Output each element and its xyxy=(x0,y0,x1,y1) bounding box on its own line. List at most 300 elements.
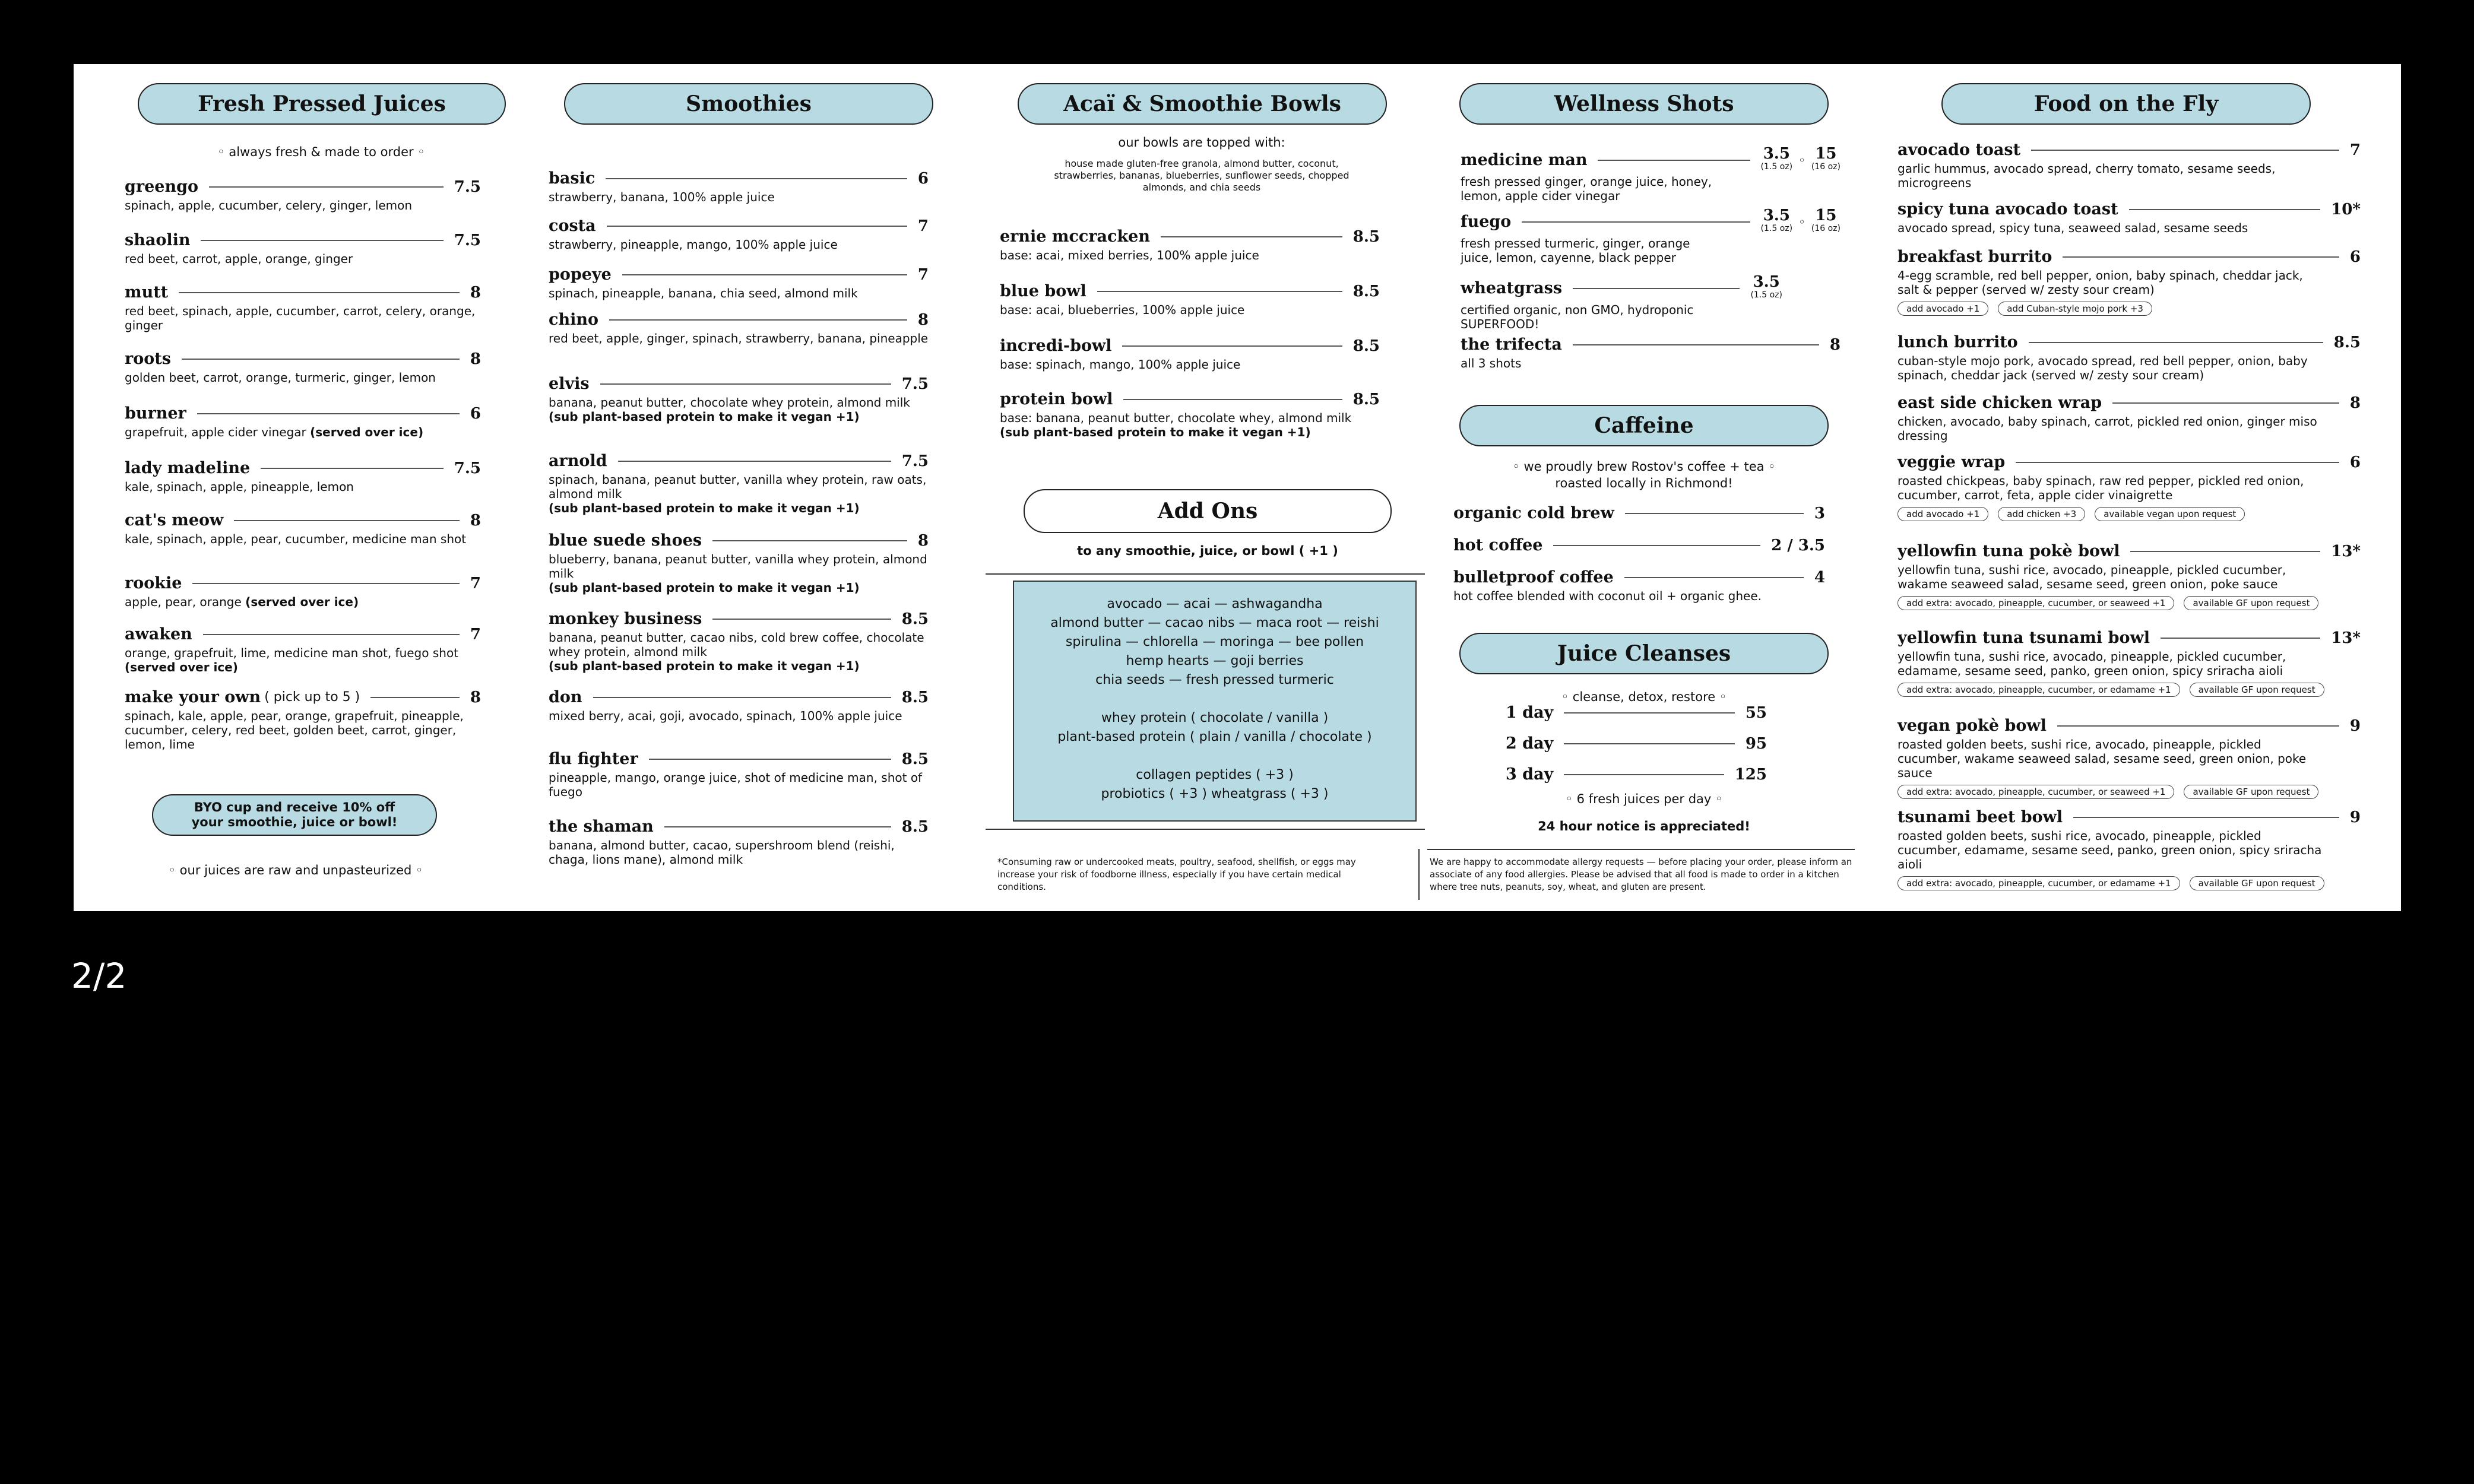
leader-line xyxy=(618,461,891,462)
item-price: 8.5 xyxy=(1352,391,1380,408)
leader-line xyxy=(1123,399,1342,400)
juices-column xyxy=(123,64,539,911)
bowls-toppings: house made gluten-free granola, almond butter, coconut, strawberries, bananas, blueberries, sunflower seeds, chopped almonds, and chia seeds xyxy=(1054,158,1350,193)
item-desc-text: base: spinach, mango, 100% apple juice xyxy=(1000,357,1241,372)
smoothie-item xyxy=(549,531,929,595)
item-desc-text: blueberry, banana, peanut butter, vanilla whey protein, almond milk xyxy=(549,552,927,581)
item-description xyxy=(1898,829,2325,871)
item-name: lunch burrito xyxy=(1898,333,2018,351)
item-name-row xyxy=(1000,281,1380,302)
item-name-row xyxy=(125,687,481,708)
item-desc-text: kale, spinach, apple, pear, cucumber, medicine man shot xyxy=(125,532,467,546)
item-price: 8.5 xyxy=(2333,334,2361,351)
leader-line xyxy=(1097,291,1342,292)
item-options xyxy=(1898,297,2361,316)
item-price: 7.5 xyxy=(901,452,929,470)
item-name-row xyxy=(125,177,481,197)
leader-line xyxy=(600,383,891,385)
leader-line xyxy=(1573,344,1819,345)
item-desc-text: spinach, kale, apple, pear, orange, grapefruit, pineapple, cucumber, celery, red beet, golden beet, carrot, ginger, lemon, lime xyxy=(125,709,464,751)
item-description xyxy=(1898,649,2325,678)
cleanse-item xyxy=(1506,765,1767,785)
shots-column xyxy=(1430,64,1944,911)
price-value: 3.5 xyxy=(1763,207,1790,224)
item-name-row xyxy=(1898,332,2361,353)
item-name-row xyxy=(1898,199,2361,220)
smoothie-item xyxy=(549,451,929,515)
item-name: awaken xyxy=(125,625,192,643)
food-column xyxy=(1898,64,2384,911)
shot-price-small xyxy=(1750,275,1782,302)
food-item xyxy=(1898,332,2361,382)
item-description xyxy=(549,630,929,659)
item-price: 95 xyxy=(1745,735,1767,753)
shot-price-small xyxy=(1761,147,1793,173)
item-price: 8.5 xyxy=(901,818,929,836)
item-desc-text: apple, pear, orange xyxy=(125,595,242,609)
item-name-row xyxy=(1898,247,2361,267)
item-name: 1 day xyxy=(1506,703,1554,722)
vegan-note: (sub plant-based protein to make it vegan +1) xyxy=(1000,425,1311,439)
item-description xyxy=(549,838,929,867)
item-description xyxy=(1898,737,2325,780)
addons-subtitle: to any smoothie, juice, or bowl ( +1 ) xyxy=(1077,544,1338,558)
item-name: incredi-bowl xyxy=(1000,337,1112,355)
item-desc-text: grapefruit, apple cider vinegar xyxy=(125,425,306,439)
smoothies-banner: Smoothies xyxy=(564,83,933,125)
item-price: 7.5 xyxy=(454,459,481,477)
item-desc-text: red beet, apple, ginger, spinach, strawberry, banana, pineapple xyxy=(549,331,929,345)
item-price: 7 xyxy=(2349,141,2361,159)
item-price: 2 / 3.5 xyxy=(1771,537,1825,554)
item-description: fresh pressed ginger, orange juice, honey, lemon, apple cider vinegar xyxy=(1461,175,1712,203)
price-value: 15 xyxy=(1815,207,1837,224)
item-name: chino xyxy=(549,310,598,329)
item-options xyxy=(1898,591,2361,610)
item-price: 8 xyxy=(470,284,481,302)
juice-item xyxy=(125,573,481,609)
leader-line xyxy=(261,468,444,469)
juices-tagline: ◦ always fresh & made to order ◦ xyxy=(217,145,425,159)
bowl-item xyxy=(1000,227,1380,262)
food-item xyxy=(1898,541,2361,610)
item-price: 55 xyxy=(1745,704,1767,722)
item-name-row xyxy=(1898,807,2361,827)
option-pill: add avocado +1 xyxy=(1898,302,1988,316)
item-note: (served over ice) xyxy=(310,425,424,439)
juice-item xyxy=(125,687,481,751)
leader-line xyxy=(712,540,907,541)
item-name: popeye xyxy=(549,265,612,284)
option-pill: add Cuban-style mojo pork +3 xyxy=(1998,302,2152,316)
shot-price-large xyxy=(1811,209,1841,235)
item-name: ernie mccracken xyxy=(1000,227,1150,246)
price-size: (16 oz) xyxy=(1811,162,1841,172)
leader-line xyxy=(234,520,460,521)
item-name-row xyxy=(1461,209,1841,235)
item-name: elvis xyxy=(549,375,590,393)
item-name-row xyxy=(549,265,929,285)
item-name: vegan pokè bowl xyxy=(1898,716,2047,735)
item-desc-text: red beet, spinach, apple, cucumber, carrot, celery, orange, ginger xyxy=(125,304,476,332)
byo-line-1: BYO cup and receive 10% off xyxy=(194,800,395,814)
item-name: bulletproof coffee xyxy=(1453,568,1614,586)
leader-line xyxy=(1624,577,1804,578)
item-price: 8.5 xyxy=(1352,283,1380,300)
food-item xyxy=(1898,199,2361,235)
item-name: yellowfin tuna tsunami bowl xyxy=(1898,629,2150,647)
item-name-row xyxy=(549,451,929,471)
leader-line xyxy=(201,240,443,241)
item-name-row xyxy=(1898,628,2361,648)
item-description xyxy=(1898,563,2325,591)
smoothie-item xyxy=(549,216,929,252)
item-price: 8 xyxy=(917,532,929,550)
item-description xyxy=(1898,268,2325,297)
item-price: 8.5 xyxy=(1352,228,1380,246)
leader-line xyxy=(2031,150,2339,151)
item-name-row xyxy=(1453,503,1825,524)
caffeine-item xyxy=(1453,535,1825,556)
option-pill: available vegan upon request xyxy=(2095,507,2245,521)
item-price: 8 xyxy=(2349,394,2361,412)
item-description xyxy=(549,237,929,252)
item-description xyxy=(125,480,481,494)
item-name: lady madeline xyxy=(125,459,251,477)
item-desc-text: banana, peanut butter, cacao nibs, cold brew coffee, chocolate whey protein, almond milk xyxy=(549,630,924,659)
leader-line xyxy=(1564,743,1735,744)
item-name-row xyxy=(1506,703,1767,723)
item-name: fuego xyxy=(1461,213,1512,231)
addons-box xyxy=(1013,581,1417,822)
smoothies-column xyxy=(549,64,1000,911)
leader-line xyxy=(1161,236,1342,237)
item-desc-text: red beet, carrot, apple, orange, ginger xyxy=(125,252,353,266)
leader-line xyxy=(203,634,460,635)
item-name-row xyxy=(125,283,481,303)
item-price: 9 xyxy=(2349,808,2361,826)
item-price: 4 xyxy=(1814,569,1825,586)
food-item xyxy=(1898,716,2361,799)
item-desc-text: kale, spinach, apple, pineapple, lemon xyxy=(125,480,354,494)
item-name-row xyxy=(125,573,481,594)
juice-item xyxy=(125,404,481,439)
item-name-row xyxy=(549,374,929,394)
leader-line xyxy=(197,413,460,414)
item-description: all 3 shots xyxy=(1461,356,1522,370)
item-desc-text: mixed berry, acai, goji, avocado, spinach, 100% apple juice xyxy=(549,709,902,723)
addon-line: chia seeds — fresh pressed turmeric xyxy=(1095,673,1334,687)
item-options xyxy=(1898,678,2361,697)
leader-line xyxy=(2016,462,2339,463)
item-desc-text: base: acai, mixed berries, 100% apple juice xyxy=(1000,248,1259,262)
item-price: 8 xyxy=(917,311,929,329)
item-name-row xyxy=(549,531,929,551)
leader-line xyxy=(593,697,891,698)
item-name: 3 day xyxy=(1506,765,1554,784)
addon-line: whey protein ( chocolate / vanilla ) xyxy=(1101,711,1329,725)
item-description xyxy=(125,304,481,332)
item-name: spicy tuna avocado toast xyxy=(1898,200,2118,218)
food-item xyxy=(1898,393,2361,443)
bowl-item xyxy=(1000,281,1380,317)
item-desc-text: banana, almond butter, cacao, supershroom blend (reishi, chaga, lions mane), almond milk xyxy=(549,838,895,867)
option-pill: add extra: avocado, pineapple, cucumber, or seaweed +1 xyxy=(1898,785,2174,799)
bowl-item xyxy=(1000,336,1380,372)
item-description xyxy=(125,198,481,213)
item-name-row xyxy=(125,624,481,645)
leader-line xyxy=(2161,638,2320,639)
leader-line xyxy=(2057,725,2339,727)
addons-bottom-rule xyxy=(986,829,1425,830)
item-name: hot coffee xyxy=(1453,536,1543,554)
leader-line xyxy=(2029,342,2323,343)
leader-line xyxy=(209,186,444,188)
item-desc-text: strawberry, banana, 100% apple juice xyxy=(549,190,775,204)
vegan-note: (sub plant-based protein to make it vegan +1) xyxy=(549,410,860,424)
item-name: basic xyxy=(549,169,595,188)
juice-item xyxy=(125,230,481,266)
item-name: east side chicken wrap xyxy=(1898,394,2102,412)
food-item xyxy=(1898,807,2361,890)
bowls-banner: Acaï & Smoothie Bowls xyxy=(1018,83,1387,125)
menu-sheet xyxy=(74,64,2401,911)
vegan-note: (sub plant-based protein to make it vegan +1) xyxy=(549,581,860,595)
item-desc-text: strawberry, pineapple, mango, 100% apple juice xyxy=(549,237,838,252)
addon-line xyxy=(1014,747,1415,766)
juice-item xyxy=(125,458,481,494)
juice-item xyxy=(125,624,481,674)
caffeine-item xyxy=(1453,503,1825,524)
option-pill: available GF upon request xyxy=(2190,876,2324,890)
leader-line xyxy=(192,583,460,584)
item-name-row xyxy=(1461,335,1841,355)
option-pill: add extra: avocado, pineapple, cucumber, or seaweed +1 xyxy=(1898,596,2174,610)
leader-line xyxy=(664,826,891,827)
leader-line xyxy=(609,319,907,321)
smoothie-item xyxy=(549,374,929,424)
item-name-row xyxy=(549,817,929,837)
item-desc-text: garlic hummus, avocado spread, cherry tomato, sesame seeds, microgreens xyxy=(1898,161,2276,190)
item-description xyxy=(549,770,929,799)
item-desc-text: roasted golden beets, sushi rice, avocado, pineapple, pickled cucumber, wakame seaweed salad, sesame seed, green onion, poke sauce xyxy=(1898,737,2307,780)
price-size: (1.5 oz) xyxy=(1760,162,1793,172)
addon-line: avocado — acai — ashwagandha xyxy=(1107,597,1323,611)
item-description xyxy=(125,595,481,609)
item-name-row xyxy=(125,458,481,478)
price-value: 8 xyxy=(1829,336,1841,354)
juice-item xyxy=(125,349,481,385)
item-options xyxy=(1898,871,2361,890)
item-price: 13* xyxy=(2331,629,2361,647)
addon-line: plant-based protein ( plain / vanilla / chocolate ) xyxy=(1057,730,1372,744)
item-name: 2 day xyxy=(1506,734,1554,753)
bowls-topped-label: our bowls are topped with: xyxy=(1118,135,1285,150)
cleanse-item xyxy=(1506,703,1767,723)
item-name-row xyxy=(549,169,929,189)
item-price: 6 xyxy=(2349,454,2361,471)
addon-line: collagen peptides ( +3 ) xyxy=(1136,768,1294,782)
cleanse-item xyxy=(1506,734,1767,754)
item-note: (served over ice) xyxy=(245,595,359,609)
item-price: 13* xyxy=(2331,543,2361,560)
item-price: 7.5 xyxy=(454,178,481,196)
item-name-row xyxy=(125,349,481,369)
item-description xyxy=(1000,357,1380,372)
item-name: wheatgrass xyxy=(1461,279,1563,297)
leader-line xyxy=(1564,712,1735,714)
item-price: 7.5 xyxy=(901,375,929,393)
leader-line xyxy=(2063,256,2339,258)
juices-banner: Fresh Pressed Juices xyxy=(138,83,506,125)
item-name: protein bowl xyxy=(1000,390,1113,408)
item-desc-text: avocado spread, spicy tuna, seaweed salad, sesame seeds xyxy=(1898,221,2248,235)
item-name-row xyxy=(125,510,481,531)
item-description xyxy=(1898,161,2325,190)
item-description xyxy=(125,252,481,266)
item-desc-text: chicken, avocado, baby spinach, carrot, pickled red onion, ginger miso dressing xyxy=(1898,414,2317,443)
item-desc-text: hot coffee blended with coconut oil + organic ghee. xyxy=(1453,589,1762,603)
smoothie-item xyxy=(549,749,929,799)
item-name: veggie wrap xyxy=(1898,453,2006,471)
food-item xyxy=(1898,628,2361,697)
item-name-row xyxy=(1898,716,2361,736)
option-pill: add extra: avocado, pineapple, cucumber, or edamame +1 xyxy=(1898,876,2180,890)
item-description xyxy=(549,473,929,501)
item-desc-text: yellowfin tuna, sushi rice, avocado, pineapple, pickled cucumber, wakame seaweed salad, sesame seed, green onion, poke sauce xyxy=(1898,563,2286,591)
item-name: arnold xyxy=(549,452,607,470)
shot-item xyxy=(1461,209,1841,265)
item-description xyxy=(125,646,481,674)
item-name-row xyxy=(1461,147,1841,173)
price-size: (1.5 oz) xyxy=(1760,224,1793,233)
item-name: tsunami beet bowl xyxy=(1898,808,2063,826)
food-item xyxy=(1898,452,2361,521)
price-bullet: ◦ xyxy=(1798,153,1805,167)
item-name: roots xyxy=(125,350,171,368)
item-desc-text: golden beet, carrot, orange, turmeric, ginger, lemon xyxy=(125,370,436,385)
byo-line-2: your smoothie, juice or bowl! xyxy=(191,815,398,829)
item-name: costa xyxy=(549,217,596,235)
item-name: blue suede shoes xyxy=(549,531,702,550)
item-price: 6 xyxy=(470,405,481,423)
leader-line xyxy=(1598,160,1750,161)
item-name-row xyxy=(549,749,929,769)
item-name-row xyxy=(1453,535,1825,556)
item-price: 9 xyxy=(2349,717,2361,735)
leader-line xyxy=(2130,551,2320,552)
item-desc-text: roasted golden beets, sushi rice, avocado, pineapple, pickled cucumber, edamame, sesame seed, panko, green onion, spicy sriracha aioli xyxy=(1898,829,2322,871)
item-name: greengo xyxy=(125,177,198,196)
leader-line xyxy=(606,178,907,179)
item-name: organic cold brew xyxy=(1453,504,1614,522)
leader-line xyxy=(1553,545,1760,546)
item-description xyxy=(1898,354,2325,382)
vegan-note: (sub plant-based protein to make it vegan +1) xyxy=(549,501,860,515)
item-name-row xyxy=(1461,275,1841,302)
byo-banner xyxy=(152,794,437,836)
item-description xyxy=(1898,221,2325,235)
cleanses-notice: 24 hour notice is appreciated! xyxy=(1538,819,1750,833)
item-price: 10* xyxy=(2331,201,2361,218)
item-name: burner xyxy=(125,404,186,423)
item-name: yellowfin tuna pokè bowl xyxy=(1898,542,2120,560)
item-description xyxy=(549,286,929,300)
item-desc-text: roasted chickpeas, baby spinach, raw red pepper, pickled red onion, cucumber, carrot, feta, apple cider vinaigrette xyxy=(1898,474,2304,502)
item-description xyxy=(549,552,929,581)
item-note: (served over ice) xyxy=(125,660,238,674)
item-name-row xyxy=(549,216,929,236)
item-name: mutt xyxy=(125,283,169,302)
item-price: 8 xyxy=(470,512,481,529)
item-description xyxy=(125,709,481,751)
item-price: 6 xyxy=(2349,248,2361,266)
item-desc-text: spinach, banana, peanut butter, vanilla whey protein, raw oats, almond milk xyxy=(549,473,927,501)
addon-line: almond butter — cacao nibs — maca root — reishi xyxy=(1050,616,1379,630)
item-name-row xyxy=(1898,541,2361,562)
footer-divider xyxy=(1418,849,1420,900)
shot-item xyxy=(1461,335,1841,370)
item-name: blue bowl xyxy=(1000,282,1086,300)
item-name: breakfast burrito xyxy=(1898,248,2052,266)
item-name-row xyxy=(549,609,929,629)
item-desc-text: base: banana, peanut butter, chocolate whey, almond milk xyxy=(1000,411,1352,425)
item-description xyxy=(1898,474,2325,502)
shot-item xyxy=(1461,275,1841,331)
caffeine-tagline-1: ◦ we proudly brew Rostov's coffee + tea ◦ xyxy=(1512,459,1776,474)
leader-line xyxy=(2112,402,2339,404)
item-description xyxy=(1000,303,1380,317)
juice-item xyxy=(125,177,481,213)
juice-item xyxy=(125,510,481,546)
item-name: make your own xyxy=(125,688,261,706)
smoothie-item xyxy=(549,265,929,300)
caffeine-banner: Caffeine xyxy=(1459,405,1829,446)
bowls-column xyxy=(976,64,1481,911)
item-description xyxy=(125,425,481,439)
item-name: avocado toast xyxy=(1898,141,2021,159)
item-name: cat's meow xyxy=(125,511,224,529)
cleanses-rule xyxy=(1427,849,1855,850)
item-name-row xyxy=(1506,765,1767,785)
item-name: don xyxy=(549,688,582,706)
item-name: shaolin xyxy=(125,231,191,249)
item-name-row xyxy=(1000,336,1380,356)
item-description xyxy=(549,331,929,345)
item-desc-text: orange, grapefruit, lime, medicine man shot, fuego shot xyxy=(125,646,459,660)
item-price: 8.5 xyxy=(901,689,929,706)
bowl-item xyxy=(1000,389,1380,439)
leader-line xyxy=(622,274,907,275)
leader-line xyxy=(2073,817,2339,818)
item-price: 7.5 xyxy=(454,232,481,249)
item-desc-text: cuban-style mojo pork, avocado spread, red bell pepper, onion, baby spinach, cheddar jack (served w/ zesty sour cream) xyxy=(1898,354,2308,382)
food-banner: Food on the Fly xyxy=(1941,83,2311,125)
item-price: 7 xyxy=(917,266,929,284)
item-description: fresh pressed turmeric, ginger, orange juice, lemon, cayenne, black pepper xyxy=(1461,236,1690,265)
item-description xyxy=(125,370,481,385)
item-name: the shaman xyxy=(549,817,654,836)
caffeine-tagline-2: roasted locally in Richmond! xyxy=(1555,476,1733,490)
addons-top-rule xyxy=(986,573,1425,575)
item-name-row xyxy=(1453,567,1825,588)
leader-line xyxy=(1522,221,1750,223)
item-price: 8 xyxy=(470,350,481,368)
allergy-notice: We are happy to accommodate allergy requests — before placing your order, please inform an associate of any food allergies. Please be advised that all food is made to order in a kitchen where tree nuts, peanuts, soy, wheat, and gluten are present. xyxy=(1430,857,1852,892)
food-item xyxy=(1898,247,2361,316)
shots-banner: Wellness Shots xyxy=(1459,83,1829,125)
leader-line xyxy=(370,697,460,698)
